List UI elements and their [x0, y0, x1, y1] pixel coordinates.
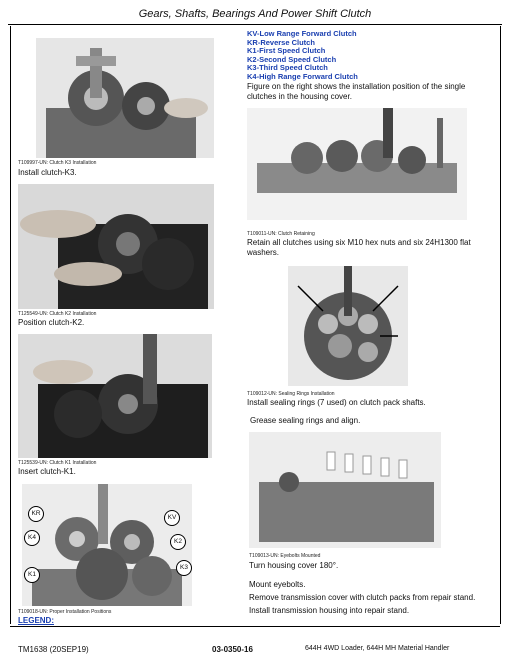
page-header [8, 4, 502, 25]
photo-clutch-k1 [18, 334, 212, 458]
legend-item: KV-Low Range Forward Clutch [247, 29, 357, 38]
footer-center: 03-0350-16 [212, 645, 253, 654]
label-k2: K2 [170, 534, 186, 550]
step-install-housing: Install transmission housing into repair stand. [249, 606, 410, 615]
step-install-sealing-rings: Install sealing rings (7 used) on clutch pack shafts. [247, 398, 426, 407]
step-turn-cover: Turn housing cover 180°. [249, 561, 339, 570]
label-kr: KR [28, 506, 44, 522]
legend-item: KR-Reverse Clutch [247, 37, 315, 47]
photo-installation-positions [22, 484, 192, 606]
caption-eyebolts: T109013-UN: Eyebolts Mounted [249, 553, 321, 559]
photo-clutch-k2 [18, 184, 214, 309]
legend-item: K2-Second Speed Clutch [247, 54, 337, 64]
step-position-k2: Position clutch-K2. [18, 318, 85, 327]
label-k1: K1 [24, 567, 40, 583]
footer-right: 644H 4WD Loader, 644H MH Material Handler [305, 645, 450, 652]
header-title: Gears, Shafts, Bearings And Power Shift Clutch [138, 8, 372, 20]
caption-k2: T125549-UN: Clutch K2 Installation [18, 311, 97, 317]
photo-clutch-k3 [36, 38, 214, 158]
label-k3: K3 [176, 560, 192, 576]
legend-item: K1-First Speed Clutch [247, 46, 326, 56]
caption-k3: T109997-UN: Clutch K3 Installation [18, 160, 97, 166]
label-k4: K4 [24, 530, 40, 546]
caption-sealing-rings: T109012-UN: Sealing Rings Installation [247, 391, 335, 397]
right-border-line [500, 26, 501, 624]
photo-sealing-rings [288, 266, 408, 386]
caption-k1: T125539-UN: Clutch K1 Installation [18, 460, 97, 466]
label-kv: KV [164, 510, 180, 526]
step-mount-eyebolts: Mount eyebolts. [249, 580, 306, 589]
caption-installation-positions: T109018-UN: Proper Installation Positions [18, 609, 112, 615]
step-insert-k1: Insert clutch-K1. [18, 467, 76, 476]
intro-text: Figure on the right shows the installation position of the single clutches in the housing cover. [247, 82, 466, 101]
step-install-k3: Install clutch-K3. [18, 168, 77, 177]
step-grease-rings: Grease sealing rings and align. [250, 416, 361, 425]
clutch-legend-list [247, 30, 358, 82]
caption-clutch-retaining: T109011-UN: Clutch Retaining [247, 231, 315, 237]
photo-clutch-retaining [247, 108, 467, 220]
left-border-line [10, 26, 11, 624]
legend-item: K4-High Range Forward Clutch [247, 71, 358, 81]
step-retain-clutches: Retain all clutches using six M10 hex nuts and six 24H1300 flat washers. [247, 238, 471, 257]
footer-left: TM1638 (20SEP19) [18, 645, 89, 654]
legend-label: LEGEND: [18, 616, 54, 625]
legend-item: K3-Third Speed Clutch [247, 63, 328, 73]
step-remove-cover: Remove transmission cover with clutch packs from repair stand. [249, 593, 476, 602]
footer-line [10, 626, 500, 627]
photo-eyebolts [249, 432, 441, 548]
